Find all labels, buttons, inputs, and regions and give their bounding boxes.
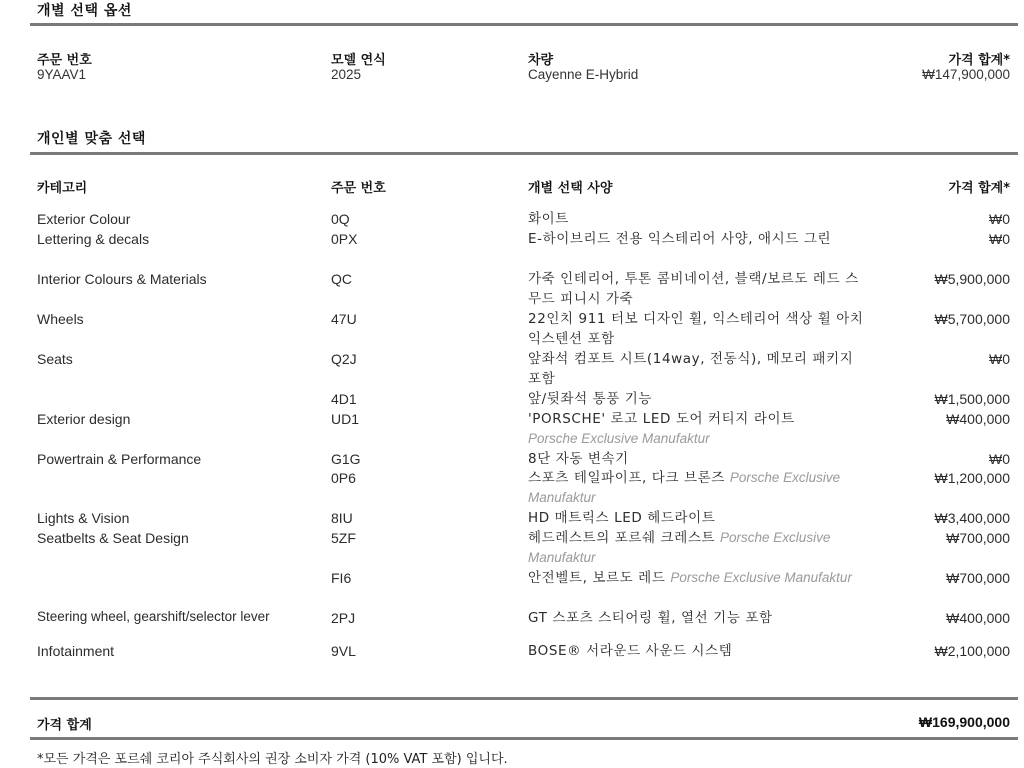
row-code: 9VL <box>331 643 356 659</box>
options-divider <box>30 152 1018 155</box>
row-price: ₩700,000 <box>946 570 1010 586</box>
row-code: Q2J <box>331 351 357 367</box>
row-category: Interior Colours & Materials <box>37 271 207 287</box>
row-category: Powertrain & Performance <box>37 451 202 467</box>
row-price: ₩0 <box>989 211 1010 227</box>
row-price: ₩700,000 <box>946 530 1010 546</box>
summary-total-price-label: 가격 합계* <box>948 53 1010 68</box>
row-price: ₩0 <box>989 451 1010 467</box>
row-price: ₩2,100,000 <box>934 643 1010 659</box>
row-code: 4D1 <box>331 391 357 407</box>
row-option-note: Porsche Exclusive Manufaktur <box>528 431 710 446</box>
summary-total-price: ₩147,900,000 <box>922 67 1010 82</box>
row-option: E-하이브리드 전용 익스테리어 사양, 애시드 그린 <box>528 231 832 247</box>
header-option: 개별 선택 사양 <box>528 181 613 196</box>
row-option-text: 'PORSCHE' 로고 LED 도어 커티지 라이트 <box>528 411 795 427</box>
row-option <box>528 409 868 449</box>
row-code: 5ZF <box>331 530 356 546</box>
row-code: UD1 <box>331 411 360 427</box>
row-price: ₩5,700,000 <box>934 311 1010 327</box>
header-price: 가격 합계* <box>948 181 1010 196</box>
total-top-divider <box>30 697 1018 700</box>
row-option: 22인치 911 터보 디자인 휠, 익스테리어 색상 휠 아치 익스텐션 포함 <box>528 311 864 347</box>
total-bottom-divider <box>30 737 1018 740</box>
row-code: 0Q <box>331 211 350 227</box>
row-option-note: Porsche Exclusive Manufaktur <box>528 530 831 565</box>
summary-model-year-label: 모델 연식 <box>331 53 386 68</box>
footnote: *모든 가격은 포르쉐 코리아 주식회사의 권장 소비자 가격 (10% VAT 포함) 입니다. <box>37 752 508 767</box>
row-price: ₩3,400,000 <box>934 510 1010 526</box>
row-price: ₩5,900,000 <box>934 271 1010 287</box>
row-option-note: Porsche Exclusive Manufaktur <box>528 470 841 505</box>
row-price: ₩0 <box>989 351 1010 367</box>
row-category: Wheels <box>37 311 84 327</box>
row-option: HD 매트릭스 LED 헤드라이트 <box>528 510 716 526</box>
row-option: 8단 자동 변속기 <box>528 451 629 467</box>
row-category: Steering wheel, gearshift/selector lever <box>37 609 270 624</box>
row-option-text: 스포츠 테일파이프, 다크 브론즈 <box>528 470 725 486</box>
header-order-code: 주문 번호 <box>331 181 386 196</box>
summary-vehicle-label: 차량 <box>528 53 554 68</box>
row-option: BOSE® 서라운드 사운드 시스템 <box>528 643 733 659</box>
row-option <box>528 468 868 508</box>
row-code: 8IU <box>331 510 353 526</box>
row-code: FI6 <box>331 570 352 586</box>
row-price: ₩1,200,000 <box>934 470 1010 486</box>
row-code: QC <box>331 271 352 287</box>
options-section-title: 개인별 맞춤 선택 <box>37 131 146 147</box>
summary-vehicle: Cayenne E-Hybrid <box>528 67 639 82</box>
title-divider <box>30 23 1018 26</box>
row-price: ₩0 <box>989 231 1010 247</box>
row-category: Infotainment <box>37 643 115 659</box>
row-option: 앞좌석 컴포트 시트(14way, 전동식), 메모리 패키지 포함 <box>528 351 854 387</box>
row-category: Exterior design <box>37 411 131 427</box>
row-price: ₩400,000 <box>946 610 1010 626</box>
page-title: 개별 선택 옵션 <box>37 3 132 19</box>
row-category: Lights & Vision <box>37 510 130 526</box>
row-option: 앞/뒷좌석 통풍 기능 <box>528 391 653 407</box>
summary-model-year: 2025 <box>331 67 362 82</box>
summary-order-no-label: 주문 번호 <box>37 53 92 68</box>
row-price: ₩1,500,000 <box>934 391 1010 407</box>
row-code: 47U <box>331 311 357 327</box>
row-option: GT 스포츠 스티어링 휠, 열선 기능 포함 <box>528 610 773 626</box>
row-code: 0P6 <box>331 470 356 486</box>
row-option <box>528 528 868 568</box>
row-category: Exterior Colour <box>37 211 131 227</box>
row-option: 화이트 <box>528 211 569 227</box>
row-code: 2PJ <box>331 610 356 626</box>
total-label: 가격 합계 <box>37 718 92 733</box>
row-code: 0PX <box>331 231 358 247</box>
row-price: ₩400,000 <box>946 411 1010 427</box>
row-category: Seats <box>37 351 73 367</box>
row-option-text: 헤드레스트의 포르쉐 크레스트 <box>528 530 716 546</box>
total-value: ₩169,900,000 <box>918 714 1010 730</box>
row-option-text: 안전벨트, 보르도 레드 <box>528 570 666 586</box>
row-option <box>528 568 868 588</box>
row-category: Seatbelts & Seat Design <box>37 530 189 546</box>
row-option: 가죽 인테리어, 투톤 콤비네이션, 블랙/보르도 레드 스무드 피니시 가죽 <box>528 271 859 307</box>
row-option-note: Porsche Exclusive Manufaktur <box>670 570 852 585</box>
header-category: 카테고리 <box>37 181 88 196</box>
row-code: G1G <box>331 451 361 467</box>
row-category: Lettering & decals <box>37 231 150 247</box>
summary-order-no: 9YAAV1 <box>37 67 87 82</box>
